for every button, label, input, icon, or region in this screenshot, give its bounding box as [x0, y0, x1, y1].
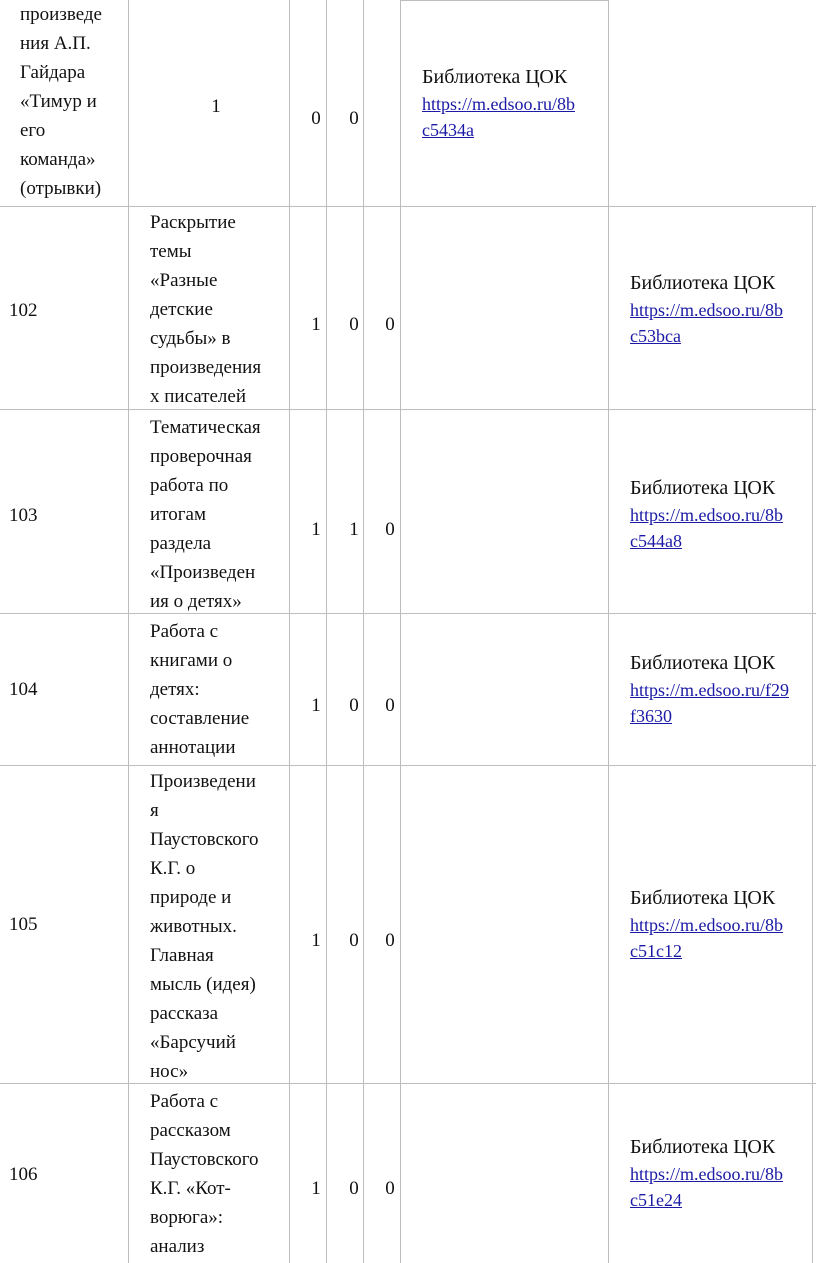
practical-cell: 0 — [349, 108, 359, 129]
topic-line: произведе — [20, 4, 102, 25]
topic-line: (отрывки) — [20, 178, 102, 199]
topic-line: ворюга»: — [150, 1207, 224, 1228]
library-cell — [630, 650, 789, 729]
topic-line: судьбы» в — [150, 328, 231, 349]
library-cell — [422, 64, 575, 143]
topic-line: животных. — [150, 916, 237, 937]
topic-line: раздела — [150, 533, 212, 554]
topic-line: «Разные — [150, 270, 218, 291]
topic-cell — [150, 413, 288, 616]
table-row — [0, 613, 816, 765]
hours-cell: 1 — [211, 96, 221, 117]
topic-line: х писателей — [150, 386, 247, 407]
topic-line: команда» — [20, 149, 96, 170]
topic-line: нос» — [150, 1061, 189, 1082]
control-cell: 0 — [349, 314, 359, 335]
table-row — [0, 0, 816, 206]
table-row — [0, 409, 816, 613]
row-number: 103 — [9, 505, 38, 526]
topic-line: ия о детях» — [150, 591, 242, 612]
row-number: 102 — [9, 300, 38, 321]
library-link[interactable]: https://m.edsoo.ru/8b c5434a — [422, 94, 575, 140]
table-row — [0, 206, 816, 409]
library-label: Библиотека ЦОК — [630, 1136, 776, 1158]
topic-line: природе и — [150, 887, 232, 908]
row-number: 105 — [9, 914, 38, 935]
library-label: Библиотека ЦОК — [422, 66, 568, 88]
control-cell: 0 — [311, 108, 321, 129]
topic-line: итогам — [150, 504, 206, 525]
table-row — [0, 765, 816, 1083]
library-link[interactable]: https://m.edsoo.ru/8b c51c12 — [630, 915, 783, 961]
library-label: Библиотека ЦОК — [630, 887, 776, 909]
library-label: Библиотека ЦОК — [630, 477, 776, 499]
control-cell: 0 — [349, 1178, 359, 1199]
topic-line: рассказом — [150, 1120, 231, 1141]
library-link[interactable]: https://m.edsoo.ru/8b c51e24 — [630, 1164, 783, 1210]
topic-cell — [150, 767, 288, 1086]
practical-cell: 0 — [385, 1178, 395, 1199]
control-cell: 0 — [349, 930, 359, 951]
library-link[interactable]: https://m.edsoo.ru/8b c544a8 — [630, 505, 783, 551]
topic-line: Паустовского — [150, 1149, 259, 1170]
library-label: Библиотека ЦОК — [630, 272, 776, 294]
topic-line: книгами о — [150, 650, 233, 671]
topic-line: Гайдара — [20, 62, 86, 83]
row-number: 104 — [9, 679, 38, 700]
topic-line: К.Г. о — [150, 858, 196, 879]
topic-line: анализ — [150, 1236, 205, 1257]
topic-cell — [150, 208, 288, 411]
row-number: 106 — [9, 1164, 38, 1185]
practical-cell: 0 — [385, 314, 395, 335]
topic-line: аннотации — [150, 737, 236, 758]
library-label: Библиотека ЦОК — [630, 652, 776, 674]
practical-cell: 0 — [385, 930, 395, 951]
library-cell — [630, 270, 783, 349]
topic-line: «Произведен — [150, 562, 256, 583]
topic-line: Работа с — [150, 1091, 219, 1112]
topic-line: ния А.П. — [20, 33, 91, 54]
topic-line: составление — [150, 708, 250, 729]
topic-line: произведения — [150, 357, 262, 378]
topic-line: темы — [150, 241, 192, 262]
topic-line: детские — [150, 299, 213, 320]
topic-line: Произведени — [150, 771, 256, 792]
topic-line: «Тимур и — [20, 91, 97, 112]
control-cell: 1 — [349, 519, 359, 540]
library-link[interactable]: https://m.edsoo.ru/f29 f3630 — [630, 680, 789, 726]
topic-line: К.Г. «Кот- — [150, 1178, 231, 1199]
practical-cell: 0 — [385, 695, 395, 716]
hours-cell: 1 — [311, 930, 321, 951]
topic-line: проверочная — [150, 446, 252, 467]
hours-cell: 1 — [311, 695, 321, 716]
topic-cell — [20, 0, 130, 203]
topic-line: работа по — [150, 475, 229, 496]
topic-cell — [150, 1087, 288, 1261]
library-cell — [630, 1134, 783, 1213]
topic-line: Раскрытие — [150, 212, 236, 233]
topic-line: его — [20, 120, 46, 141]
topic-line: Паустовского — [150, 829, 259, 850]
topic-line: мысль (идея) — [150, 974, 256, 995]
library-link[interactable]: https://m.edsoo.ru/8b c53bca — [630, 300, 783, 346]
topic-line: рассказа — [150, 1003, 219, 1024]
hours-cell: 1 — [311, 519, 321, 540]
hours-cell: 1 — [311, 1178, 321, 1199]
control-cell: 0 — [349, 695, 359, 716]
topic-line: я — [150, 800, 159, 821]
library-cell — [630, 475, 783, 554]
topic-line: Главная — [150, 945, 214, 966]
library-cell — [630, 885, 783, 964]
topic-line: Работа с — [150, 621, 219, 642]
topic-line: «Барсучий — [150, 1032, 236, 1053]
topic-cell — [150, 617, 288, 762]
hours-cell: 1 — [311, 314, 321, 335]
practical-cell: 0 — [385, 519, 395, 540]
topic-line: Тематическая — [150, 417, 261, 438]
table-row — [0, 1083, 816, 1263]
topic-line: детях: — [150, 679, 200, 700]
